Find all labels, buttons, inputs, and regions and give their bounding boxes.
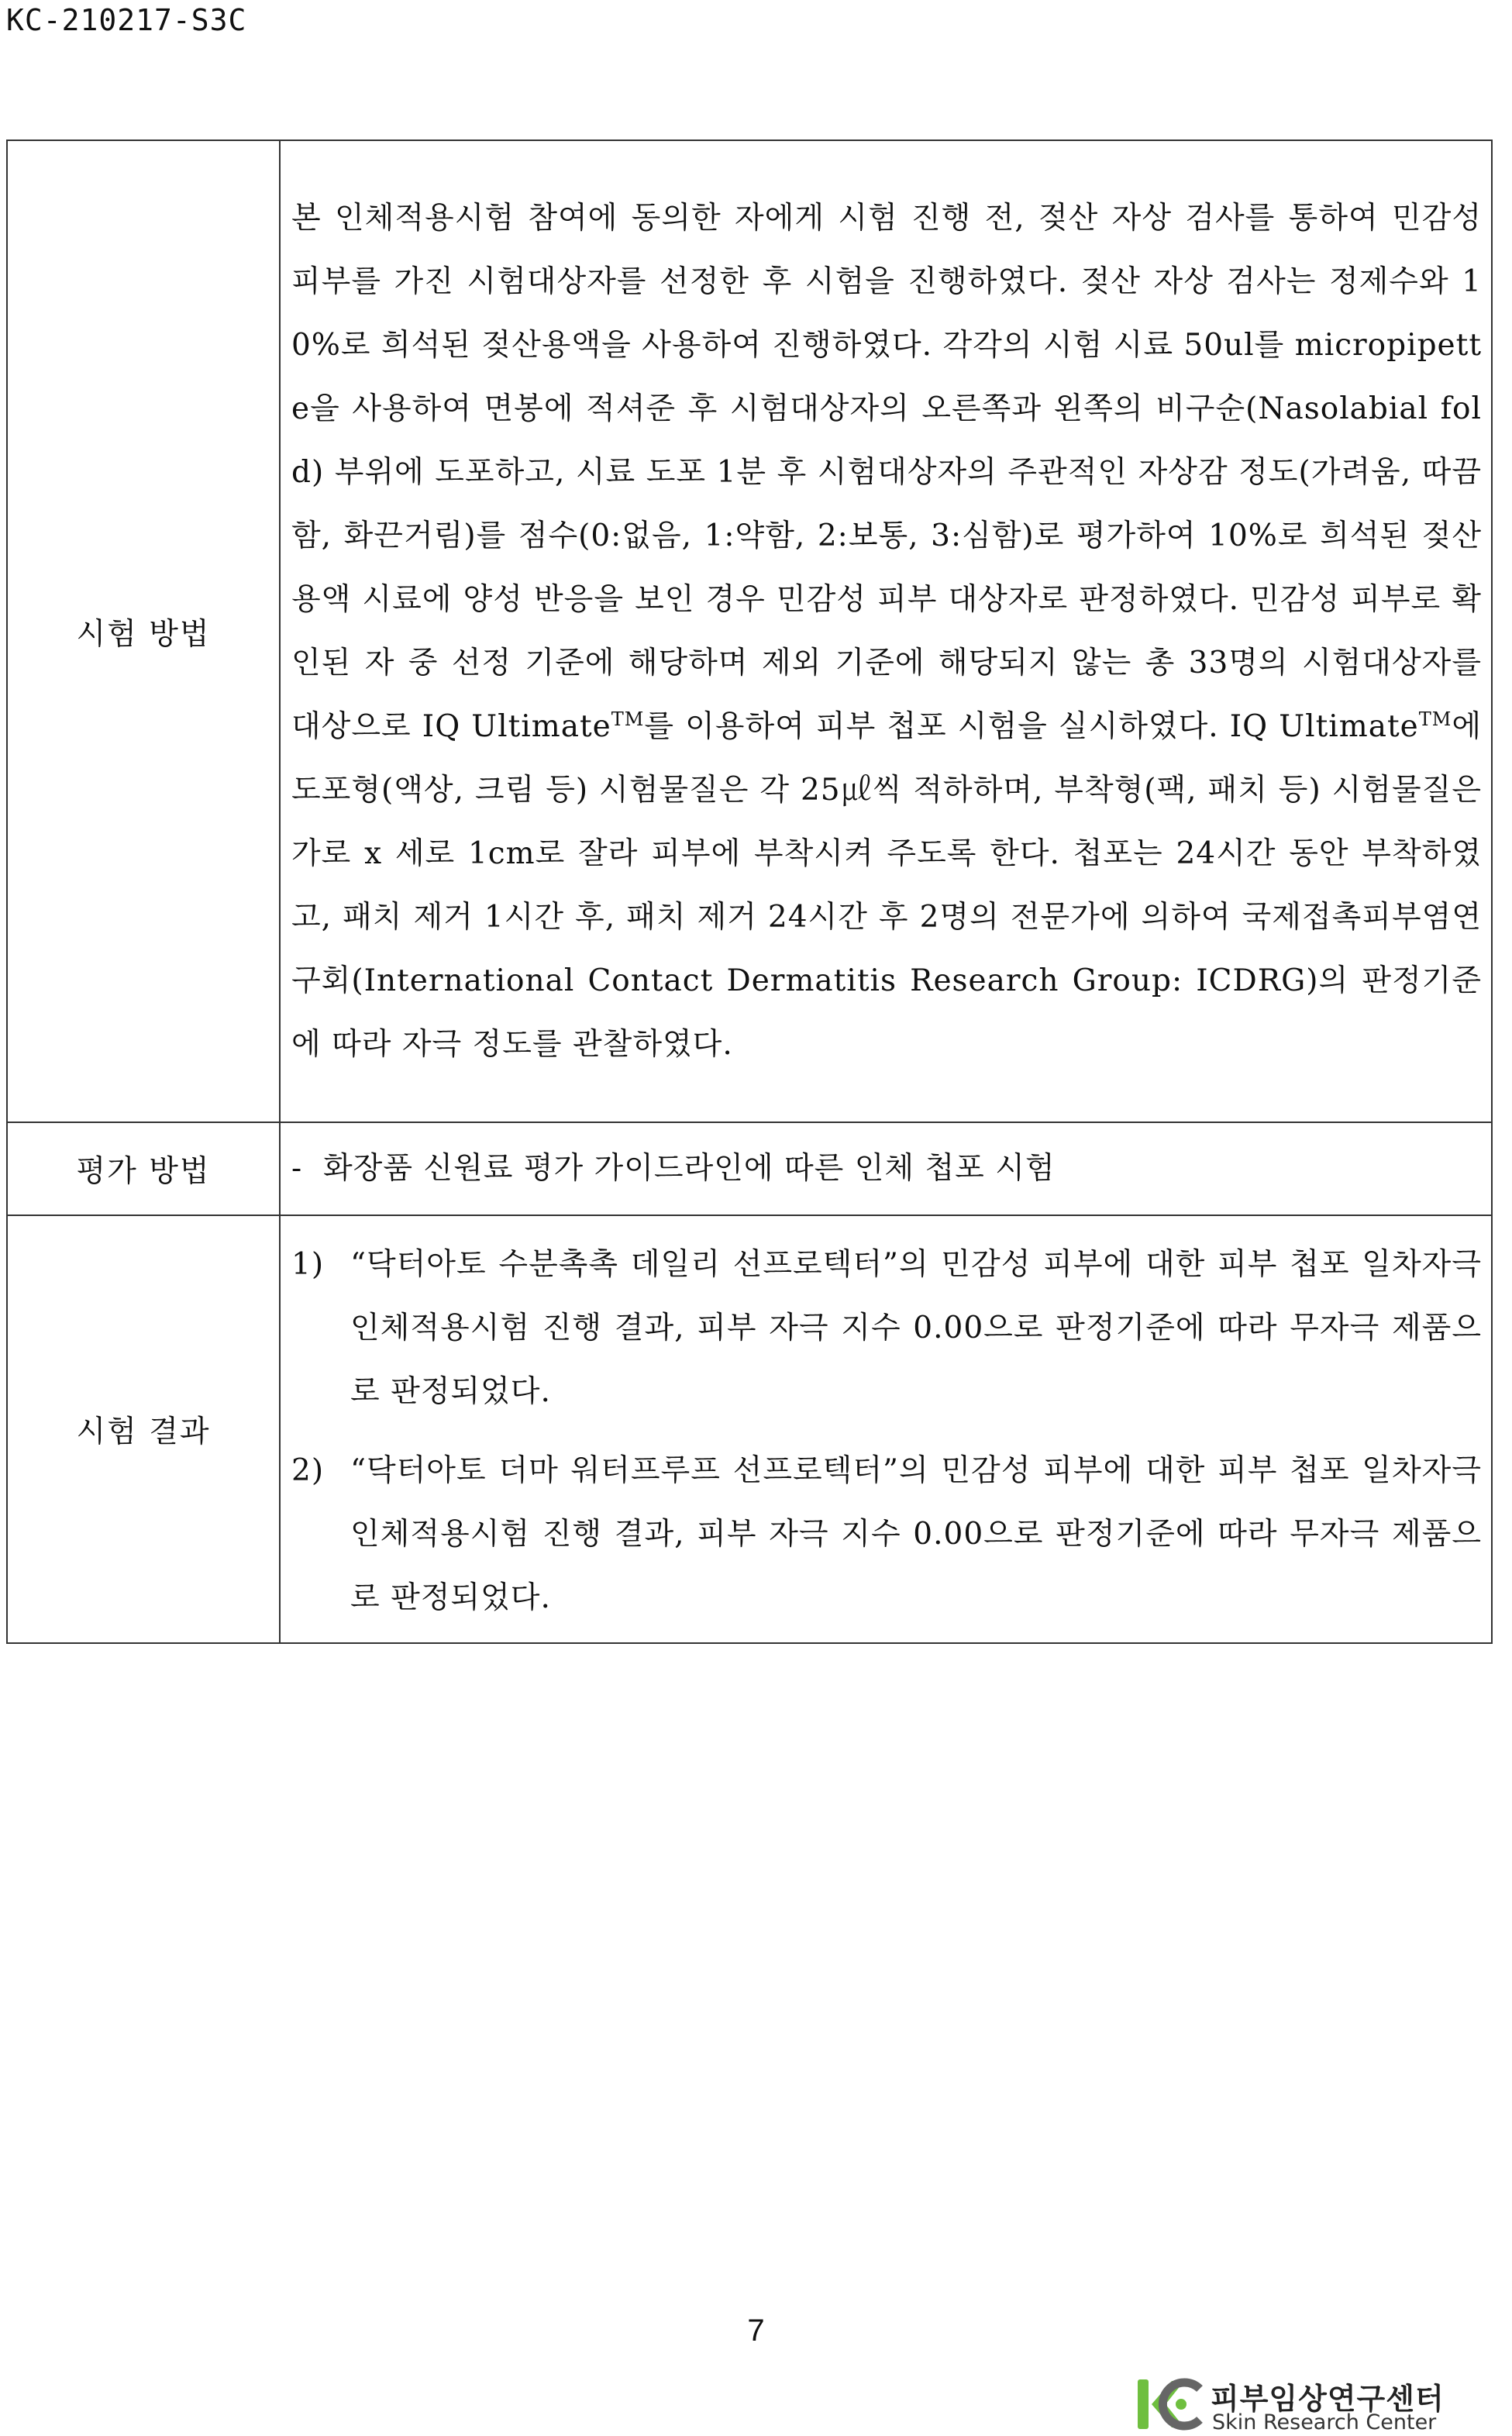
table-row-method: [7, 140, 1492, 1122]
result-item: [291, 1233, 1482, 1424]
result-text: “닥터아토 더마 워터프루프 선프로텍터”의 민감성 피부에 대한 피부 첩포 일차자극 인체적용시험 진행 결과, 피부 자극 지수 0.00으로 판정기준에 따라 무자극 제품으로 판정되었다.: [350, 1453, 1482, 1615]
result-number: 2): [291, 1453, 325, 1488]
logo-korean-text: 피부임상연구센터: [1211, 2382, 1445, 2416]
test-summary-table: [6, 140, 1493, 1644]
result-text: “닥터아토 수분촉촉 데일리 선프로텍터”의 민감성 피부에 대한 피부 첩포 일차자극 인체적용시험 진행 결과, 피부 자극 지수 0.00으로 판정기준에 따라 무자극 제품으로 판정되었다.: [350, 1247, 1482, 1409]
method-description: [280, 140, 1492, 1122]
method-text-part-2: 를 이용하여 피부 첩포 시험을 실시하였다. IQ Ultimate: [644, 708, 1419, 744]
table-row-results: [7, 1215, 1492, 1643]
skin-research-center-logo: [1131, 2373, 1457, 2435]
logo-english-text: Skin Research Center: [1212, 2410, 1437, 2434]
row-label-method: 시험 방법: [7, 140, 280, 1122]
method-text-part-1: 본 인체적용시험 참여에 동의한 자에게 시험 진행 전, 젖산 자상 검사를 통하여 민감성 피부를 가진 시험대상자를 선정한 후 시험을 진행하였다. 젖산 자상 검사는 정제수와 10%로 희석된 젖산용액을 사용하여 진행하였다. 각각의 시험 시료 50ul를 micropipette을 사용하여 면봉에 적셔준 후 시험대상자의 오른쪽과 왼쪽의 비구순(Nasolabial fold) 부위에 도포하고, 시료 도포 1분 후 시험대상자의 주관적인 자상감 정도(가려움, 따끔함, 화끈거림)를 점수(0:없음, 1:약함, 2:보통, 3:심함)로 평가하여 10%로 희석된 젖산 용액 시료에 양성 반응을 보인 경우 민감성 피부 대상자로 판정하였다. 민감성 피부로 확인된 자 중 선정 기준에 해당하며 제외 기준에 해당되지 않는 총 33명의 시험대상자를 대상으로 IQ Ultimate: [291, 200, 1482, 744]
trademark-superscript-1: TM: [611, 708, 645, 730]
evaluation-text: - 화장품 신원료 평가 가이드라인에 따른 인체 첩포 시험: [291, 1151, 1056, 1186]
table-row-evaluation: [7, 1122, 1492, 1215]
kc-logo-mark-icon: [1131, 2373, 1206, 2435]
row-label-evaluation: 평가 방법: [7, 1122, 280, 1215]
row-label-results: 시험 결과: [7, 1215, 280, 1643]
evaluation-description: [280, 1122, 1492, 1215]
results-list: [280, 1215, 1492, 1643]
document-code: KC-210217-S3C: [6, 3, 247, 37]
trademark-superscript-2: TM: [1418, 708, 1452, 730]
page-number: 7: [747, 2314, 765, 2348]
result-item: [291, 1439, 1482, 1630]
method-text-part-3: 에 도포형(액상, 크림 등) 시험물질은 각 25㎕씩 적하하며, 부착형(팩, 패치 등) 시험물질은 가로 x 세로 1cm로 잘라 피부에 부착시켜 주도록 한다. 첩포는 24시간 동안 부착하였고, 패치 제거 1시간 후, 패치 제거 24시간 후 2명의 전문가에 의하여 국제접촉피부염연구회(International Contact Dermatitis Research Group: ICDRG)의 판정기준에 따라 자극 정도를 관찰하였다.: [291, 708, 1482, 1062]
result-number: 1): [291, 1247, 325, 1282]
